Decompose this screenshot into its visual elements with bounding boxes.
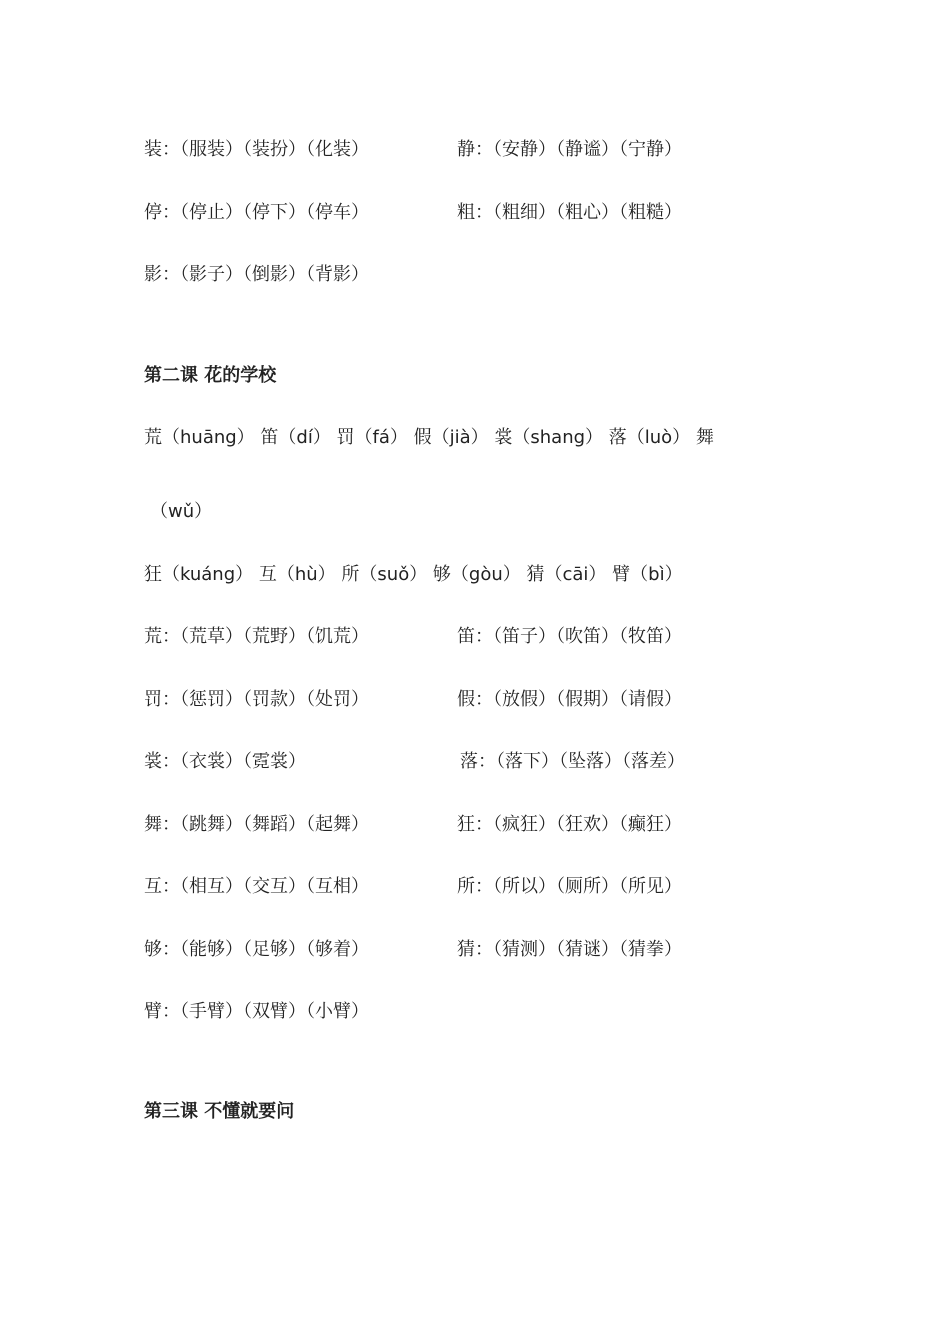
word-group-right: 笛：（笛子）（吹笛）（牧笛） bbox=[457, 626, 682, 647]
word-group-left: 互：（相互）（交互）（互相） bbox=[144, 876, 369, 897]
lesson-title: 第三课 不懂就要问 bbox=[144, 1101, 295, 1122]
lesson-title: 第二课 花的学校 bbox=[144, 365, 277, 386]
word-group-right: 狂：（疯狂）（狂欢）（癫狂） bbox=[457, 814, 682, 835]
word-group-right: 静：（安静）（静谧）（宁静） bbox=[457, 139, 682, 160]
word-group-left: 荒：（荒草）（荒野）（饥荒） bbox=[144, 626, 369, 647]
word-group-left: 停：（停止）（停下）（停车） bbox=[144, 202, 369, 223]
word-group-right: 假：（放假）（假期）（请假） bbox=[457, 689, 682, 710]
word-group-left: 够：（能够）（足够）（够着） bbox=[144, 939, 369, 960]
word-group-right: 猜：（猜测）（猜谜）（猜拳） bbox=[457, 939, 682, 960]
pinyin-line-wrap: （wǔ） bbox=[150, 501, 213, 522]
word-group-left: 影：（影子）（倒影）（背影） bbox=[144, 264, 369, 285]
word-group-left: 臂：（手臂）（双臂）（小臂） bbox=[144, 1001, 369, 1022]
word-group-left: 装：（服装）（装扮）（化装） bbox=[144, 139, 369, 160]
pinyin-line: 狂（kuáng） 互（hù） 所（suǒ） 够（gòu） 猜（cāi） 臂（bì） bbox=[144, 564, 683, 585]
pinyin-line: 荒（huāng） 笛（dí） 罚（fá） 假（jià） 裳（shang） 落（luò） 舞 bbox=[144, 427, 714, 448]
word-group-left: 罚：（惩罚）（罚款）（处罚） bbox=[144, 689, 369, 710]
word-group-right: 粗：（粗细）（粗心）（粗糙） bbox=[457, 202, 682, 223]
word-group-left: 舞：（跳舞）（舞蹈）（起舞） bbox=[144, 814, 369, 835]
word-group-left: 裳：（衣裳）（霓裳） bbox=[144, 751, 306, 772]
word-group-right: 落：（落下）（坠落）（落差） bbox=[460, 751, 685, 772]
word-group-right: 所：（所以）（厕所）（所见） bbox=[457, 876, 682, 897]
